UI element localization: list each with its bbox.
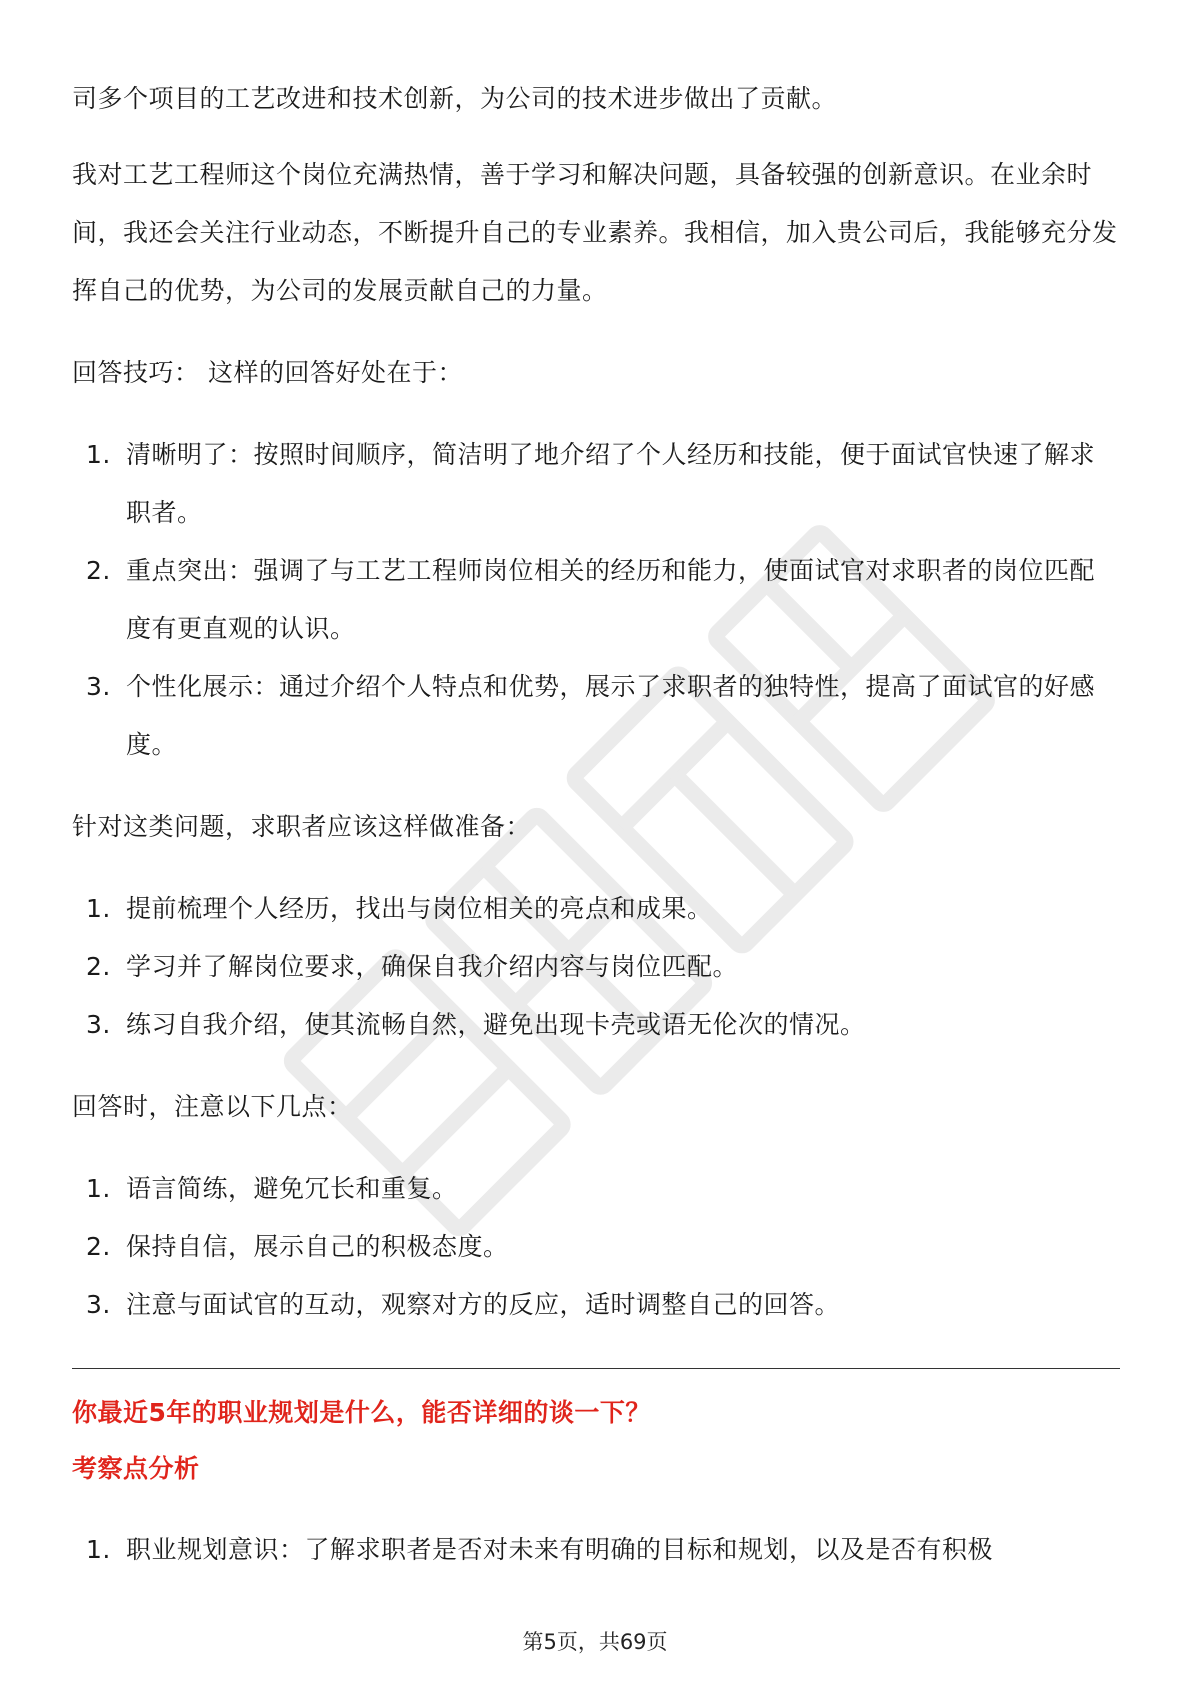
- page-footer: 第5页，共69页: [522, 1630, 668, 1654]
- list-item: [72, 658, 1120, 774]
- list-item: [72, 996, 1120, 1054]
- list-number: 2.: [86, 1232, 111, 1261]
- list-number: 1.: [86, 894, 111, 923]
- list-text: 清晰明了：按照时间顺序，简洁明了地介绍了个人经历和技能，便于面试官快速了解求职者。: [126, 440, 1096, 527]
- list-number: 1.: [86, 1535, 111, 1564]
- list-text: 职业规划意识：了解求职者是否对未来有明确的目标和规划，以及是否有积极: [126, 1535, 994, 1564]
- list-text: 个性化展示：通过介绍个人特点和优势，展示了求职者的独特性，提高了面试官的好感度。: [126, 672, 1096, 759]
- intro-paragraph-2: 我对工艺工程师这个岗位充满热情，善于学习和解决问题，具备较强的创新意识。在业余时间，我还会关注行业动态，不断提升自己的专业素养。我相信，加入贵公司后，我能够充分发挥自己的优势，为公司的发展贡献自己的力量。: [72, 160, 1118, 305]
- list-item: [72, 542, 1120, 658]
- list-item: [72, 1521, 1120, 1579]
- analysis-heading: 考察点分析: [72, 1454, 200, 1483]
- notes-heading: 回答时，注意以下几点：: [72, 1092, 353, 1121]
- list-item: [72, 1276, 1120, 1334]
- list-text: 提前梳理个人经历，找出与岗位相关的亮点和成果。: [126, 894, 713, 923]
- list-number: 3.: [86, 1010, 111, 1039]
- list-item: [72, 1160, 1120, 1218]
- question-title: 你最近5年的职业规划是什么，能否详细的谈一下？: [72, 1398, 651, 1427]
- notes-list: [72, 1160, 1120, 1334]
- list-text: 保持自信，展示自己的积极态度。: [126, 1232, 509, 1261]
- list-item: [72, 1218, 1120, 1276]
- list-text: 注意与面试官的互动，观察对方的反应，适时调整自己的回答。: [126, 1290, 841, 1319]
- list-text: 学习并了解岗位要求，确保自我介绍内容与岗位匹配。: [126, 952, 739, 981]
- list-number: 2.: [86, 952, 111, 981]
- analysis-list: [72, 1521, 1120, 1579]
- prep-list: [72, 880, 1120, 1054]
- list-number: 2.: [86, 556, 111, 585]
- list-item: [72, 426, 1120, 542]
- list-number: 1.: [86, 440, 111, 469]
- list-item: [72, 880, 1120, 938]
- list-text: 重点突出：强调了与工艺工程师岗位相关的经历和能力，使面试官对求职者的岗位匹配度有更直观的认识。: [126, 556, 1096, 643]
- list-number: 1.: [86, 1174, 111, 1203]
- list-number: 3.: [86, 1290, 111, 1319]
- intro-paragraph-1: 司多个项目的工艺改进和技术创新，为公司的技术进步做出了贡献。: [72, 84, 838, 113]
- list-text: 练习自我介绍，使其流畅自然，避免出现卡壳或语无伦次的情况。: [126, 1010, 866, 1039]
- section-divider: [72, 1368, 1120, 1369]
- prep-heading: 针对这类问题，求职者应该这样做准备：: [72, 812, 532, 841]
- tips-list: [72, 426, 1120, 774]
- list-item: [72, 938, 1120, 996]
- list-number: 3.: [86, 672, 111, 701]
- main-content: [72, 70, 1120, 1579]
- tips-heading: 回答技巧： 这样的回答好处在于：: [72, 358, 463, 387]
- list-text: 语言简练，避免冗长和重复。: [126, 1174, 458, 1203]
